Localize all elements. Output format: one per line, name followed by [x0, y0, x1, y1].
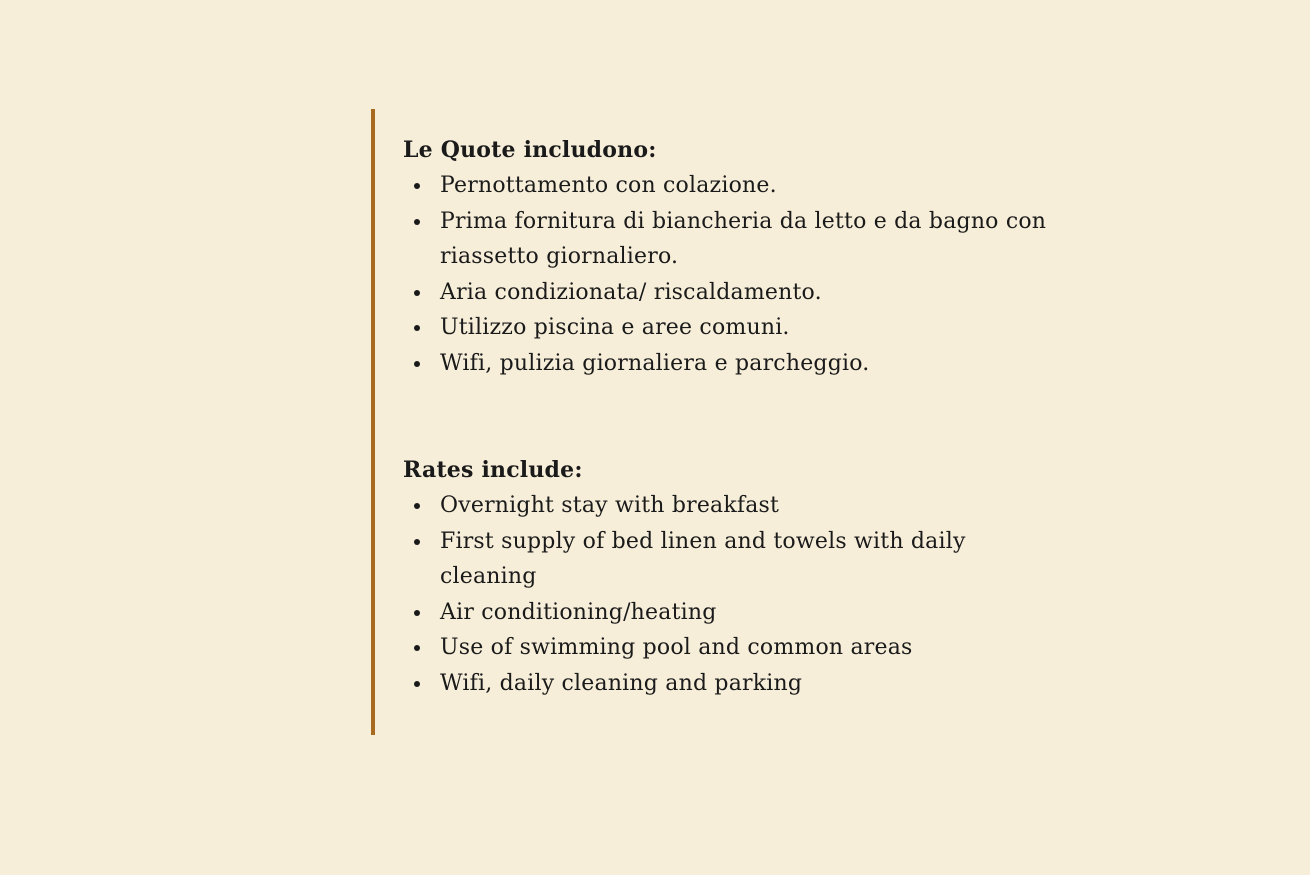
italian-rates-section [403, 132, 1063, 381]
accent-bar [371, 109, 375, 735]
list-item: Air conditioning/heating [403, 595, 1063, 631]
inclusions-list [403, 168, 1063, 381]
section-title: Rates include: [403, 457, 583, 483]
list-item: Pernottamento con colazione. [403, 168, 1063, 204]
list-item: First supply of bed linen and towels with daily cleaning [403, 524, 1063, 595]
section-title: Le Quote includono: [403, 137, 657, 163]
list-item: Use of swimming pool and common areas [403, 630, 1063, 666]
list-item: Prima fornitura di biancheria da letto e da bagno con riassetto giornaliero. [403, 204, 1063, 275]
inclusions-list [403, 488, 1063, 701]
list-item: Wifi, pulizia giornaliera e parcheggio. [403, 346, 1063, 382]
list-item: Aria condizionata/ riscaldamento. [403, 275, 1063, 311]
list-item: Wifi, daily cleaning and parking [403, 666, 1063, 702]
list-item: Overnight stay with breakfast [403, 488, 1063, 524]
english-rates-section [403, 452, 1063, 701]
rates-content [403, 132, 1063, 701]
list-item: Utilizzo piscina e aree comuni. [403, 310, 1063, 346]
